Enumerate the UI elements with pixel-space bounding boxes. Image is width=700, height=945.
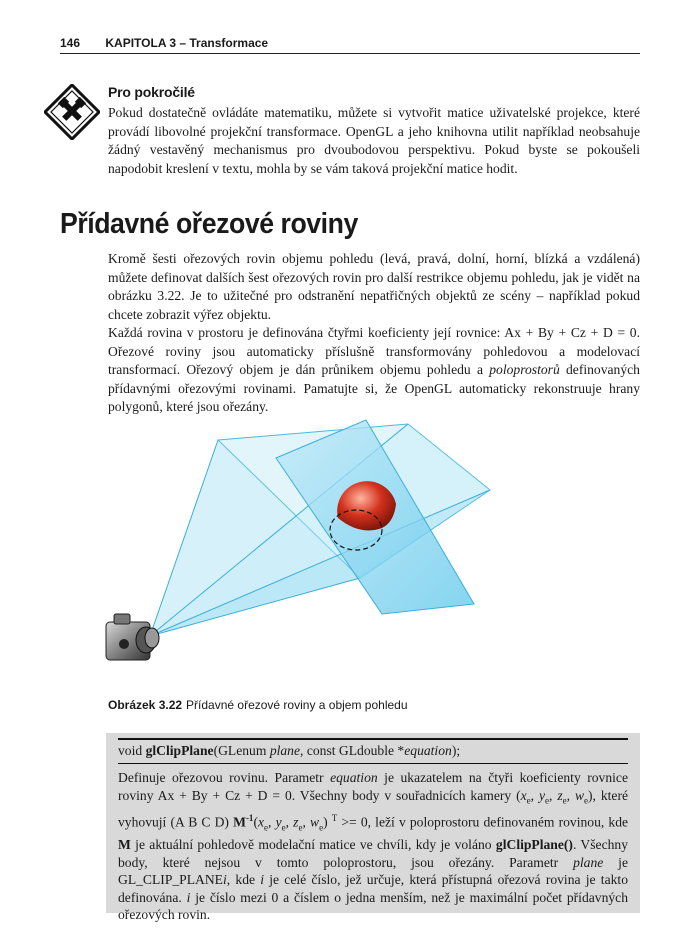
paragraph-1: Kromě šesti ořezových rovin objemu pohledu (levá, pravá, dolní, horní, blízká a vzdálená) můžete definovat dalších šest ořezových rovin pro další restrikce objemu pohledu, jak je vidět na obrázku 3.22. Je to užitečné pro odstranění nepatřičných objektů ze scény – například pokud chcete zobrazit výřez objektu. — [108, 251, 640, 322]
function-signature: void glClipPlane(GLenum plane, const GLdouble *equation); — [118, 743, 461, 758]
section-heading: Přídavné ořezové roviny — [60, 208, 358, 240]
view-volume-figure — [98, 418, 518, 688]
tip-title: Pro pokročilé — [108, 84, 195, 100]
camera-icon — [106, 614, 159, 660]
page-number: 146 — [60, 36, 81, 50]
chapter-title: KAPITOLA 3 – Transformace — [105, 36, 269, 50]
tools-diamond-icon — [44, 84, 100, 140]
running-header — [60, 36, 640, 50]
function-reference-box — [106, 733, 640, 923]
reference-top-rule — [118, 738, 628, 740]
reference-divider — [118, 763, 628, 764]
function-description: Definuje ořezovou rovinu. Parametr equation je ukazatelem na čtyři koeficienty rovnice roviny Ax + By + Cz + D = 0. Všechny body v souřadnicích kamery ($x_e$, $y_e$, $z_e$, $w_e$), které vyhovují (A B C D) $M^{-1}(x_e$, $y_e$, $z_e$, $w_e$) $^T$ >= 0, leží v poloprostoru definovaném rovinou, kde M je aktuální pohledově modelační matice ve chvíli, kdy je voláno glClipPlane(). Všechny body, které nejsou v tomto poloprostoru, jsou ořezány. Parametr plane je GL_CLIP_PLANEi, kde i je celé číslo, jež určuje, která přístupná ořezová rovina je takto definována. i je číslo mezi 0 a číslem o jedna menším, než je maximální počet přídavných ořezových rovin. — [118, 770, 629, 923]
figure-caption: Obrázek 3.22 Přídavné ořezové roviny a objem pohledu — [108, 698, 408, 712]
tip-body: Pokud dostatečně ovládáte matematiku, můžete si vytvořit matice uživatelské projekce, které provádí libovolné projekční transformace. OpenGL a jeho knihovna utilit například neobsahuje žádný vestavěný mechanismus pro dvoubodovou perspektivu. Pokud byste se pokoušeli napodobit kreslení v textu, mohla by se vám taková projekční matice hodit. — [108, 105, 640, 176]
header-divider — [60, 53, 640, 54]
paragraph-2: Každá rovina v prostoru je definována čtyřmi koeficienty její rovnice: Ax + By + Cz + D = 0. Ořezové roviny jsou automaticky příslušně transformovány pohledovou a modelovací transformací. Ořezový objem je dán průnikem objemu pohledu a poloprostorů definovaných přídavnými ořezovými rovinami. Pamatujte si, že OpenGL automaticky rekonstruuje hrany polygonů, které jsou ořezány. — [108, 325, 640, 415]
